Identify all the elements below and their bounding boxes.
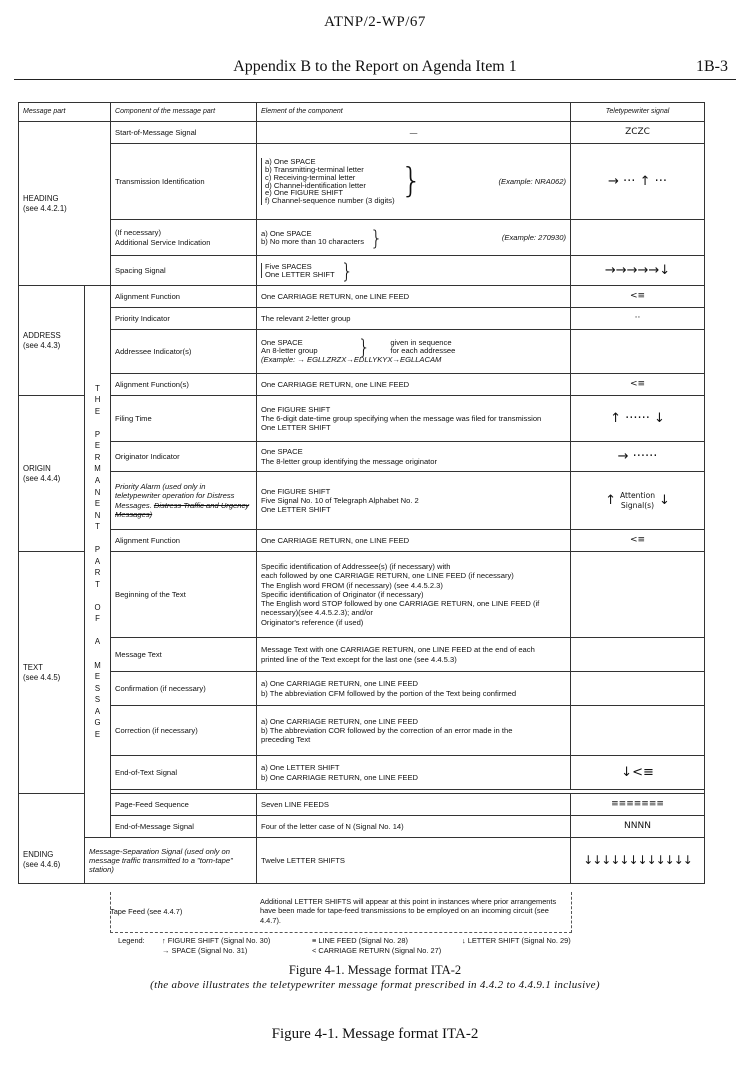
table-row (19, 308, 705, 330)
element-cell (257, 330, 571, 374)
table-row (19, 122, 705, 144)
signal-cell (571, 220, 705, 256)
part-heading: HEADING (see 4.4.2.1) (19, 122, 111, 286)
message-format-table (18, 102, 705, 884)
table-row (19, 816, 705, 838)
component-cell: Message-Separation Signal (used only on message traffic transmitted to a "torn-tape" station) (85, 838, 257, 884)
component-cell: Transmission Identification (111, 144, 257, 220)
signal-cell: ≡≡≡≡≡≡≡ (571, 794, 705, 816)
element-line: Five SPACES (265, 261, 312, 271)
element-cell: a) One CARRIAGE RETURN, one LINE FEED b) The abbreviation COR followed by the correction of an error made in the preceding Text (257, 706, 571, 756)
table-row (19, 756, 705, 790)
component-cell: End-of-Message Signal (111, 816, 257, 838)
component-cell: Spacing Signal (111, 256, 257, 286)
legend-space: → SPACE (Signal No. 31) (162, 945, 248, 955)
component-cell: Addressee Indicator(s) (111, 330, 257, 374)
legend (118, 936, 588, 955)
letter-shift-icon: ↓ (659, 492, 670, 508)
component-cell: Page-Feed Sequence (111, 794, 257, 816)
element-line: b) No more than 10 characters (261, 236, 365, 246)
table-row (19, 374, 705, 396)
element-cell: Four of the letter case of N (Signal No. 14) (257, 816, 571, 838)
element-line: e) One FIGURE SHIFT (265, 188, 344, 198)
element-cell: — (257, 122, 571, 144)
col-header-element: Element of the component (257, 103, 571, 122)
signal-cell: ↓↓↓↓↓↓↓↓↓↓↓↓ (571, 838, 705, 884)
vertical-label-permanent-part: T H E P E R M A N E N T P A R T O F A M E S S A G E (85, 286, 111, 838)
legend-title: Legend: (118, 936, 145, 945)
signal-cell (571, 330, 705, 374)
table-row (19, 442, 705, 472)
document-id: ATNP/2-WP/67 (324, 14, 426, 30)
signal-cell: ZCZC (571, 122, 705, 144)
element-cell: One SPACE The 8-letter group identifying the message originator (257, 442, 571, 472)
signal-cell: <≡ (571, 530, 705, 552)
col-header-signal: Teletypewriter signal (571, 103, 705, 122)
signal-cell: →→→→→↓ (571, 256, 705, 286)
signal-cell: → ······ (571, 442, 705, 472)
signal-cell: <≡ (571, 374, 705, 396)
legend-line-feed: ≡ LINE FEED (Signal No. 28) (312, 936, 408, 945)
element-line: One LETTER SHIFT (265, 269, 335, 279)
example-text: (Example: 270930) (501, 232, 567, 242)
signal-cell: ·· (571, 308, 705, 330)
brace-icon: } (400, 160, 423, 201)
table-row (19, 530, 705, 552)
element-line: d) Channel-identification letter (265, 180, 366, 190)
signal-cell: NNNN (571, 816, 705, 838)
element-cell (257, 220, 571, 256)
element-line: An 8-letter group (261, 345, 318, 355)
figure-caption: Figure 4-1. Message format ITA-2 (288, 963, 462, 977)
tape-feed-label: Tape Feed (see 4.4.7) (110, 907, 183, 916)
col-header-component: Component of the message part (111, 103, 257, 122)
component-cell: Priority Indicator (111, 308, 257, 330)
signal-cell: ↓<≡ (571, 756, 705, 790)
table-row (19, 638, 705, 672)
element-cell (257, 144, 571, 220)
element-cell: One FIGURE SHIFT The 6-digit date-time group specifying when the message was filed for transmission One LETTER SHIFT (257, 396, 571, 442)
bottom-caption: Figure 4-1. Message format ITA-2 (271, 1026, 479, 1042)
signal-cell (571, 638, 705, 672)
element-cell: a) One CARRIAGE RETURN, one LINE FEED b) The abbreviation CFM followed by the portion of the Text being confirmed (257, 672, 571, 706)
component-cell: Confirmation (if necessary) (111, 672, 257, 706)
table-row (19, 552, 705, 638)
component-cell: Correction (if necessary) (111, 706, 257, 756)
brace-icon: } (370, 225, 383, 250)
element-line: c) Receiving-terminal letter (265, 172, 356, 182)
component-cell: Alignment Function (111, 530, 257, 552)
table-row (19, 794, 705, 816)
component-cell: Alignment Function(s) (111, 374, 257, 396)
component-cell: Filing Time (111, 396, 257, 442)
table-row (19, 472, 705, 530)
component-cell: Beginning of the Text (111, 552, 257, 638)
table-row (19, 286, 705, 308)
table-row (19, 396, 705, 442)
element-cell: The relevant 2-letter group (257, 308, 571, 330)
signal-cell (571, 672, 705, 706)
header-rule (14, 79, 736, 80)
brace-icon: } (357, 334, 371, 359)
component-cell: Alignment Function (111, 286, 257, 308)
element-cell: One FIGURE SHIFT Five Signal No. 10 of Telegraph Alphabet No. 2 One LETTER SHIFT (257, 472, 571, 530)
element-cell: a) One LETTER SHIFT b) One CARRIAGE RETURN, one LINE FEED (257, 756, 571, 790)
element-line: One SPACE (261, 337, 303, 347)
table-row (19, 144, 705, 220)
legend-carriage-return: < CARRIAGE RETURN (Signal No. 27) (312, 945, 442, 955)
element-cell: Message Text with one CARRIAGE RETURN, one LINE FEED at the end of each printed line of the Text except for the last one (see 4.4.5.3) (257, 638, 571, 672)
part-ending: ENDING (see 4.4.6) (19, 794, 85, 884)
signal-cell (571, 552, 705, 638)
signal-cell: → ··· ↑ ··· (571, 144, 705, 220)
signal-cell (571, 472, 705, 530)
figure-note: (the above illustrates the teletypewriter message format prescribed in 4.4.2 to 4.4.9.1 inclusive) (150, 979, 600, 991)
signal-cell: ↑ ······ ↓ (571, 396, 705, 442)
col-header-message-part: Message part (19, 103, 111, 122)
addressee-note: given in sequence for each addressee (390, 337, 456, 355)
brace-icon: } (340, 258, 354, 283)
table-row (19, 672, 705, 706)
table-row (19, 256, 705, 286)
element-cell: Specific identification of Addressee(s) (if necessary) with each followed by one CARRIAGE RETURN, one LINE FEED (if necessary) The English word FROM (if necessary) (see 4.4.5.2.3) Specific identification of Originator (if necessary) The English word STOP followed by one CARRIAGE RETURN, one LINE FEED (if necessary)(see 4.4.5.2.3); and/or Originator's reference (if used) (257, 552, 571, 638)
element-cell: Twelve LETTER SHIFTS (257, 838, 571, 884)
element-cell: One CARRIAGE RETURN, one LINE FEED (257, 286, 571, 308)
legend-figure-shift: ↑ FIGURE SHIFT (Signal No. 30) (162, 936, 271, 945)
component-cell: Message Text (111, 638, 257, 672)
element-cell: Seven LINE FEEDS (257, 794, 571, 816)
table-row (19, 838, 705, 884)
signal-cell (571, 706, 705, 756)
component-cell: End-of-Text Signal (111, 756, 257, 790)
component-cell: Start-of-Message Signal (111, 122, 257, 144)
table-row (19, 330, 705, 374)
component-cell: (If necessary) Additional Service Indication (111, 220, 257, 256)
component-cell: Priority Alarm (used only in teletypewriter operation for Distress Messages. Distress Traffic and Urgency Messages) (111, 472, 257, 530)
figure-shift-icon: ↑ (605, 492, 616, 508)
component-cell: Originator Indicator (111, 442, 257, 472)
legend-letter-shift: ↓ LETTER SHIFT (Signal No. 29) (462, 936, 571, 945)
appendix-title: Appendix B to the Report on Agenda Item 1 (233, 58, 517, 75)
element-cell: One CARRIAGE RETURN, one LINE FEED (257, 374, 571, 396)
tape-feed-text: Additional LETTER SHIFTS will appear at this point in instances where prior arrangements have been made for tape-feed transmissions to be employed on an incoming circuit (see 4.4.7). (260, 897, 557, 925)
element-line: a) One SPACE (265, 156, 316, 166)
table-header-row (19, 103, 705, 122)
page-number: 1B-3 (696, 58, 728, 75)
part-origin: ORIGIN (see 4.4.4) (19, 396, 85, 552)
part-address: ADDRESS (see 4.4.3) (19, 286, 85, 396)
element-cell (257, 256, 571, 286)
part-text: TEXT (see 4.4.5) (19, 552, 85, 794)
table-row (19, 706, 705, 756)
signal-cell: <≡ (571, 286, 705, 308)
example-text: (Example: NRA062) (498, 176, 567, 186)
element-line: b) Transmitting-terminal letter (265, 164, 364, 174)
table-row (19, 220, 705, 256)
element-cell: One CARRIAGE RETURN, one LINE FEED (257, 530, 571, 552)
element-line: f) Channel-sequence number (3 digits) (265, 196, 395, 206)
element-line: a) One SPACE (261, 228, 312, 238)
example-text: (Example: → EGLLZRZX→EDLLYKYX→EGLLACAM (261, 354, 442, 364)
attention-signal-label: Attention Signal(s) (619, 491, 656, 510)
